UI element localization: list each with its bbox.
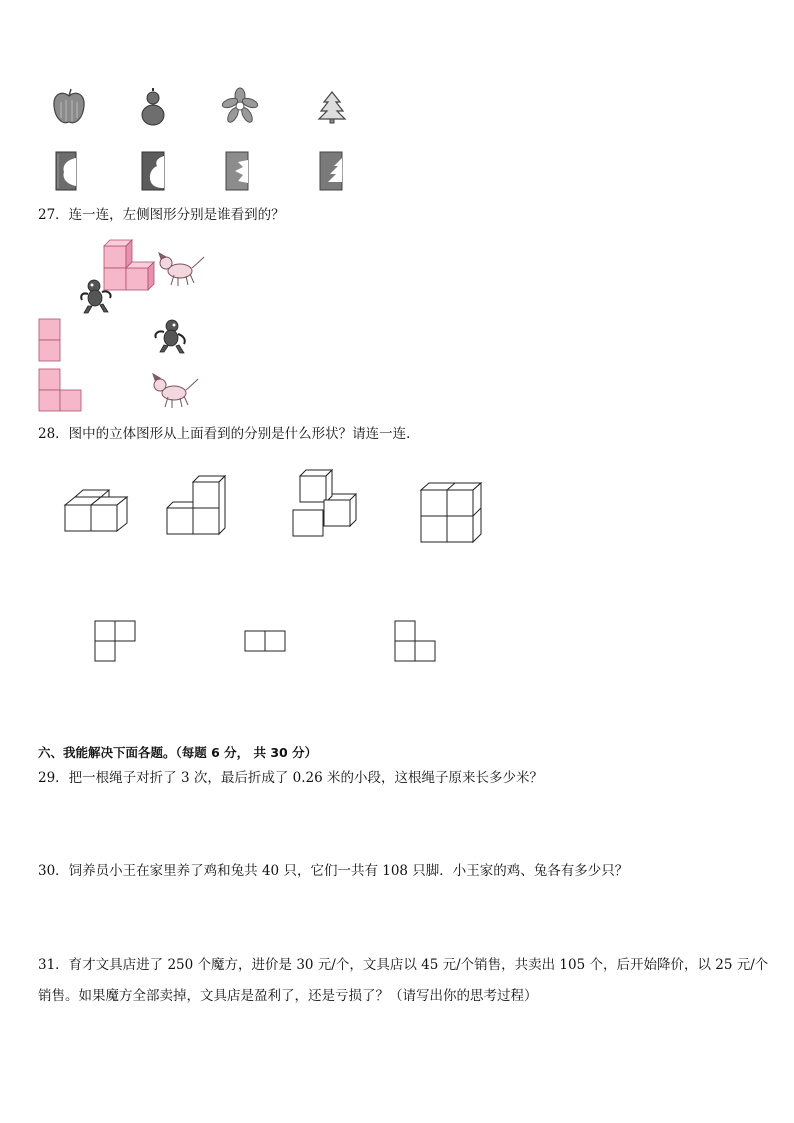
solid-figure-1 xyxy=(64,488,128,534)
top-view-option-3 xyxy=(394,620,436,662)
dog-icon-bottom xyxy=(150,374,200,410)
half-gourd-cut-icon xyxy=(140,150,166,192)
monkey-icon-right xyxy=(150,318,190,354)
half-flower-cut-icon xyxy=(224,150,250,192)
question-27: 27．连一连，左侧图形分别是谁看到的？ xyxy=(38,207,285,223)
gourd-shape-icon xyxy=(138,88,168,126)
solid-figure-3 xyxy=(292,470,358,538)
half-apple-cut-icon xyxy=(54,150,80,192)
flower-shape-icon xyxy=(220,88,260,124)
question-29: 29．把一根绳子对折了 3 次，最后折成了 0.26 米的小段，这根绳子原来长多少米？ xyxy=(38,770,543,786)
solid-figure-4 xyxy=(420,482,482,544)
question-30: 30．饲养员小王在家里养了鸡和兔共 40 只，它们一共有 108 只脚．小王家的鸡、兔各有多少只？ xyxy=(38,863,629,879)
question-28: 28．图中的立体图形从上面看到的分别是什么形状？请连一连． xyxy=(38,426,420,442)
solid-figure-2 xyxy=(166,476,226,536)
monkey-icon-top xyxy=(78,278,118,314)
dog-icon xyxy=(158,253,206,287)
question-31-line-2: 销售。如果魔方全部卖掉，文具店是盈利了，还是亏损了？（请写出你的思考过程） xyxy=(38,988,538,1004)
half-tree-cut-icon xyxy=(318,150,344,192)
top-view-option-2 xyxy=(244,630,286,652)
pink-two-square-column xyxy=(38,318,62,362)
pink-L-shape xyxy=(38,368,84,412)
apple-shape-icon xyxy=(52,88,86,126)
section-6-heading: 六、我能解决下面各题。（每题 6 分， 共 30 分） xyxy=(38,745,318,760)
question-31-line-1: 31．育才文具店进了 250 个魔方，进价是 30 元/个，文具店以 45 元/个销售，共卖出 105 个，后开始降价，以 25 元/个 xyxy=(38,957,769,973)
top-view-option-1 xyxy=(94,620,136,662)
tree-shape-icon xyxy=(316,90,348,124)
